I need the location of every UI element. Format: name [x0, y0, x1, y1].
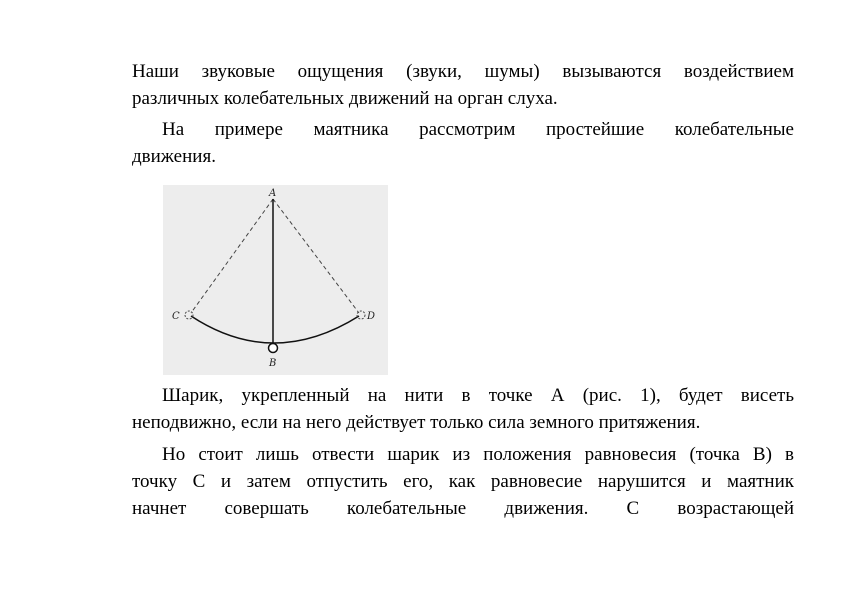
label-b: B [269, 358, 277, 369]
paragraph-3-line-2: неподвижно, если на него действует только сила земного притяжения. [132, 412, 701, 433]
pendulum-diagram [163, 185, 388, 375]
string-to-d [273, 199, 359, 313]
paragraph-4-line-3: начнет совершать колебательные движения. С возрастающей [132, 498, 794, 519]
ball-at-c [185, 311, 193, 319]
label-a: A [269, 188, 277, 199]
paragraph-3 [132, 382, 794, 436]
paragraph-4 [132, 441, 794, 522]
label-c: C [172, 311, 180, 322]
paragraph-1 [132, 58, 794, 112]
paragraph-2-line-1: На примере маятника рассмотрим простейшие колебательные [162, 119, 794, 140]
swing-arc [191, 316, 359, 343]
pendulum-figure [163, 185, 388, 375]
paragraph-4-line-1: Но стоит лишь отвести шарик из положения равновесия (точка В) в [162, 444, 794, 465]
ball-at-d [357, 311, 365, 319]
string-to-c [191, 199, 273, 313]
paragraph-2 [132, 116, 794, 170]
paragraph-1-line-2: различных колебательных движений на орган слуха. [132, 88, 558, 109]
paragraph-4-line-2: точку С и затем отпустить его, как равновесие нарушится и маятник [132, 471, 794, 492]
ball-at-b [269, 344, 278, 353]
paragraph-2-line-2: движения. [132, 146, 216, 167]
paragraph-3-line-1: Шарик, укрепленный на нити в точке А (рис. 1), будет висеть [162, 385, 794, 406]
paragraph-1-line-1: Наши звуковые ощущения (звуки, шумы) вызываются воздействием [132, 61, 794, 82]
label-d: D [367, 311, 376, 322]
